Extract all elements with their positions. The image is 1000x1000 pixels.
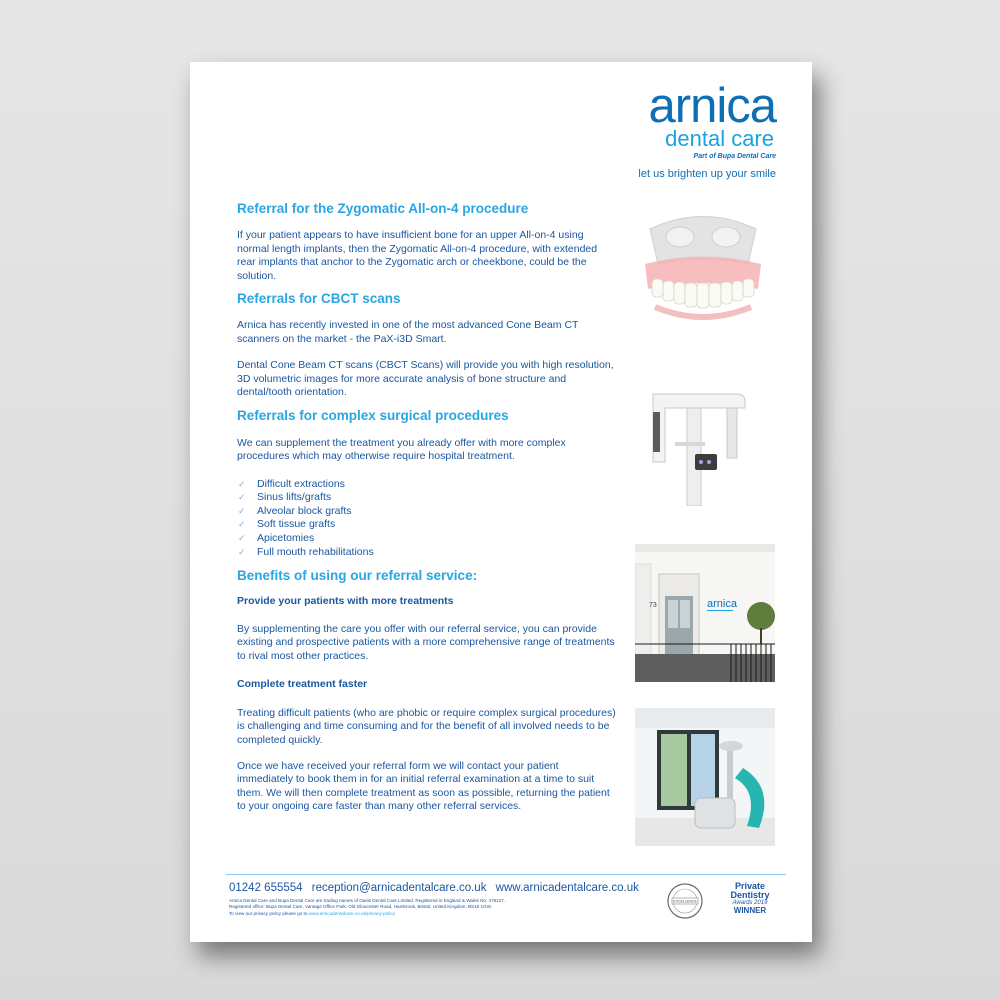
zygomatic-heading: Referral for the Zygomatic All-on-4 procedure: [237, 201, 529, 216]
benefits-paragraph-1: By supplementing the care you offer with our referral service, you can provide existing and prospective patients with a more comprehensive range of treatments to rival most other practices.: [237, 623, 615, 662]
complex-heading: Referrals for complex surgical procedures: [237, 408, 509, 424]
seal-text: EXCELLENCE: [673, 899, 697, 904]
footer-website[interactable]: www.arnicadentalcare.co.uk: [495, 882, 639, 894]
building-number: 73: [649, 602, 657, 609]
cbct-paragraph-2: Dental Cone Beam CT scans (CBCT Scans) will provide you with high resolution, 3D volumetric images for more accurate analysis of bone structure and dental/tooth orientation.: [237, 359, 614, 399]
list-item: ✓ Apicetomies: [238, 532, 315, 545]
logo-part-of: Part of Bupa Dental Care: [693, 153, 776, 160]
main-content: [237, 202, 617, 827]
list-item: ✓ Sinus lifts/grafts: [238, 491, 332, 504]
check-icon: ✓: [238, 492, 246, 503]
referral-leaflet-page: [190, 62, 812, 942]
legal-line-2: Registered office: Bupa Dental Care, Vantage Office Park, Old Gloucester Road, Hambrook, Bristol, United Kingdom, BS16 1GW.: [229, 904, 492, 910]
procedure-list: [237, 478, 617, 560]
surgery-interior-image: [635, 708, 775, 846]
legal-line-1: Arnica Dental Care and Bupa Dental Care are trading names of Oasis Dental Care Limited. Registered in England & Wales No: 478127.: [229, 898, 506, 903]
privacy-policy-link[interactable]: www.arnicadentalcare.co.uk/privacy-policy: [308, 910, 395, 916]
arnica-logo: [638, 79, 776, 180]
list-item: ✓ Alveolar block grafts: [238, 504, 352, 517]
excellence-seal-icon: [666, 882, 704, 920]
logo-brand: arnica: [648, 79, 776, 133]
complex-body: We can supplement the treatment you already offer with more complex procedures which may otherwise require hospital treatment.: [237, 436, 566, 463]
benefits-paragraph-2: Treating difficult patients (who are phobic or require complex surgical procedures) is challenging and time consuming and for the benefit of all involved needs to be completed quickly.: [237, 706, 616, 746]
logo-subtitle: dental care: [665, 126, 774, 151]
footer-email[interactable]: reception@arnicadentalcare.co.uk: [311, 882, 487, 894]
award-line-1: Private: [734, 881, 766, 891]
benefits-heading: Benefits of using our referral service:: [237, 568, 478, 584]
check-icon: ✓: [238, 546, 246, 557]
footer-contact: [229, 882, 645, 894]
practice-exterior-image: [635, 544, 775, 682]
list-item: ✓ Soft tissue grafts: [238, 518, 336, 531]
benefits-subheading-2: Complete treatment faster: [237, 678, 368, 691]
check-icon: ✓: [238, 519, 246, 530]
logo-tagline: let us brighten up your smile: [638, 168, 776, 180]
check-icon: ✓: [238, 478, 246, 489]
award-line-4: WINNER: [733, 906, 767, 915]
footer-phone[interactable]: 01242 655554: [229, 882, 303, 894]
cbct-paragraph-1: Arnica has recently invested in one of the most advanced Cone Beam CT scanners on the market - the PaX-i3D Smart.: [237, 319, 579, 345]
benefits-subheading-1: Provide your patients with more treatments: [237, 594, 454, 607]
building-sign: arnica: [707, 598, 737, 610]
private-dentistry-award-badge: [722, 882, 778, 915]
footer-divider: [226, 874, 786, 875]
list-item: ✓ Full mouth rehabilitations: [238, 545, 374, 558]
award-line-3: Awards 2019: [732, 900, 768, 906]
list-item: ✓ Difficult extractions: [238, 477, 345, 490]
cbct-scanner-image: [645, 382, 755, 506]
benefits-paragraph-3: Once we have received your referral form we will contact your patient immediately to book them in for an initial referral examination at a time to suit them. We will then complete treatment as soon as possible, returning the patient to your ongoing care faster than many other referral services.: [237, 759, 610, 813]
footer-legal: [229, 898, 609, 917]
zygomatic-body: If your patient appears to have insufficient bone for an upper All-on-4 using normal length implants, then the Zygomatic All-on-4 procedure, with extended rear implants that anchor to the Zygomatic arch or cheekbone, could be the solution.: [237, 229, 598, 282]
legal-line-3: To view our privacy policy please go to www.arnicadentalcare.co.uk/privacy-policy: [229, 910, 395, 916]
check-icon: ✓: [238, 533, 246, 544]
footer: [229, 882, 645, 917]
zygomatic-implant-image: [630, 209, 776, 333]
check-icon: ✓: [238, 505, 246, 516]
cbct-heading: Referrals for CBCT scans: [237, 291, 401, 307]
award-line-2: Dentistry: [730, 890, 770, 900]
